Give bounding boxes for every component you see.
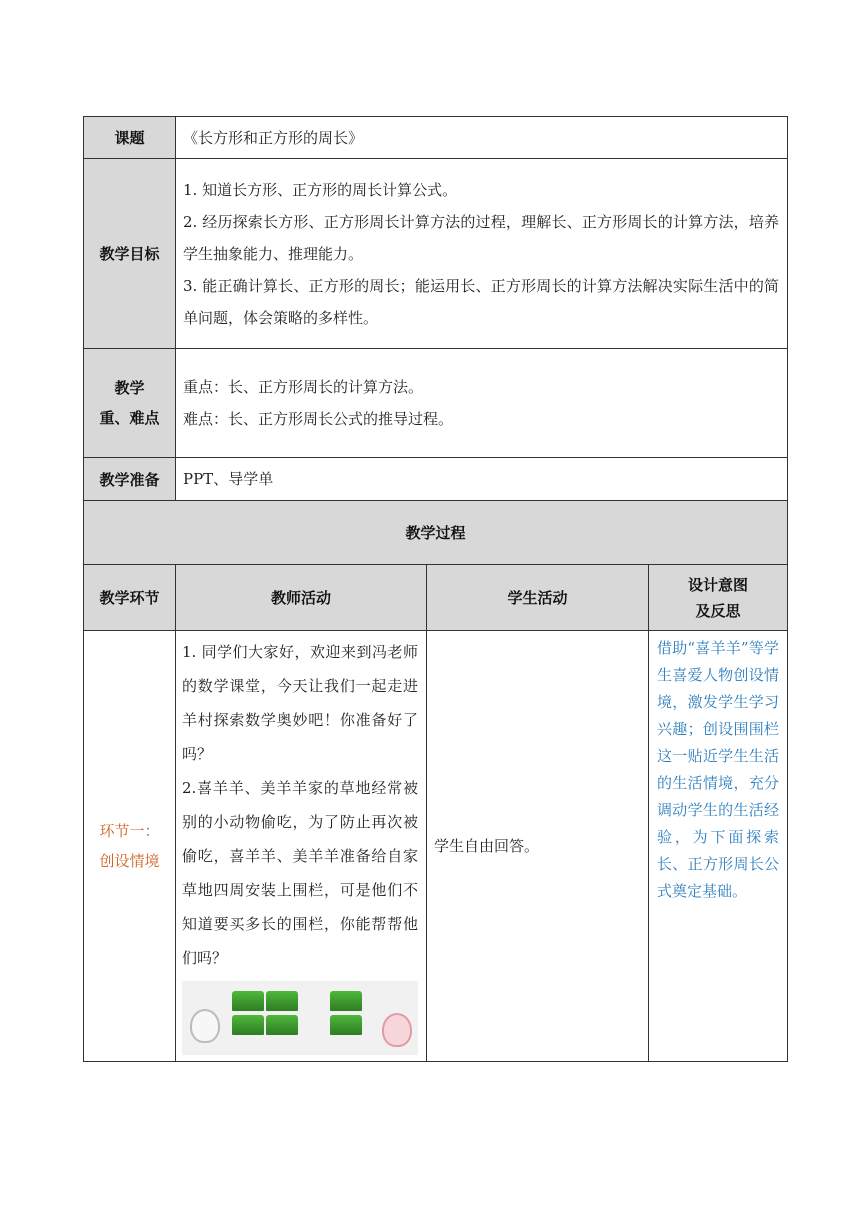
process-title-row [84,501,788,565]
teacher-activity-item: 2.喜羊羊、美羊羊家的草地经常被别的小动物偷吃，为了防止再次被偷吃，喜羊羊、美羊羊准备给自家草地四周安装上围栏，可是他们不知道要买多长的围栏，你能帮帮他们吗？ [182,779,418,967]
stage-line1: 环节一： [99,822,160,840]
focus-label [84,349,176,458]
sheep-icon [190,1009,220,1043]
focus-label-line2: 重、难点 [99,409,160,427]
teacher-header: 教师活动 [176,565,427,631]
design-header-line1: 设计意图 [688,575,749,594]
teacher-activity-cell [176,631,427,1062]
design-header [649,565,788,631]
grass-patch-icon [266,991,298,1011]
key-point: 重点：长、正方形周长的计算方法。 [183,378,424,396]
student-header: 学生活动 [427,565,649,631]
stage-header: 教学环节 [84,565,176,631]
stage-line2: 创设情境 [99,852,160,870]
topic-row [84,117,788,159]
grass-patch-icon [232,1015,264,1035]
design-intent-cell: 借助“喜羊羊”等学生喜爱人物创设情境，激发学生学习兴趣；创设围围栏这一贴近学生生活的生活情境，充分调动学生的生活经验，为下面探索长、正方形周长公式奠定基础。 [649,631,788,1062]
grass-patch-icon [330,991,362,1011]
lesson-plan-table [83,116,788,1062]
topic-label: 课题 [84,117,176,159]
goals-row [84,159,788,349]
lesson-plan-sheet [83,116,787,1062]
goal-item: 3. 能正确计算长、正方形的周长；能运用长、正方形周长的计算方法解决实际生活中的简单问题，体会策略的多样性。 [183,276,780,327]
focus-row [84,349,788,458]
focus-label-line1: 教学 [114,379,145,397]
student-activity: 学生自由回答。 [434,837,540,855]
prep-value: PPT、导学单 [176,458,788,501]
goals-content [176,159,788,349]
student-activity-cell [427,631,649,1062]
difficulty-point: 难点：长、正方形周长公式的推导过程。 [183,410,454,428]
process-header-row [84,565,788,631]
grass-patch-icon [266,1015,298,1035]
stage-cell [84,631,176,1062]
topic-value: 《长方形和正方形的周长》 [176,117,788,159]
focus-content [176,349,788,458]
process-row [84,631,788,1062]
prep-label: 教学准备 [84,458,176,501]
teacher-activity-item: 1. 同学们大家好，欢迎来到冯老师的数学课堂，今天让我们一起走进羊村探索数学奥妙吧！你准备好了吗？ [182,643,418,763]
process-title: 教学过程 [84,501,788,565]
prep-row [84,458,788,501]
grass-patch-icon [232,991,264,1011]
sheep-meadow-illustration [182,981,418,1055]
goals-label: 教学目标 [84,159,176,349]
goal-item: 2. 经历探索长方形、正方形周长计算方法的过程，理解长、正方形周长的计算方法，培养学生抽象能力、推理能力。 [183,212,780,263]
pink-sheep-icon [382,1013,412,1047]
design-header-line2: 及反思 [695,601,741,620]
grass-patch-icon [330,1015,362,1035]
goal-item: 1. 知道长方形、正方形的周长计算公式。 [183,180,458,199]
